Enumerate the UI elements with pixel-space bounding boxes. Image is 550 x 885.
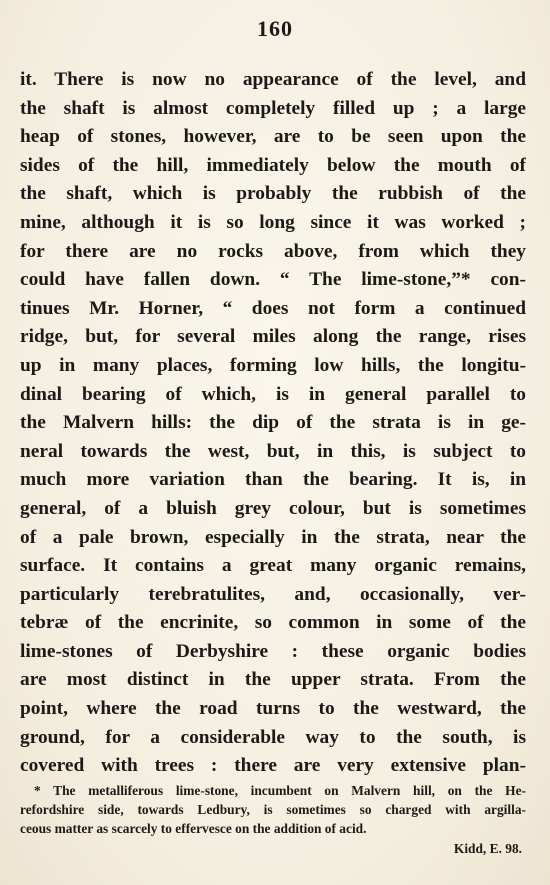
text-line: for there are no rocks above, from which they (20, 240, 526, 262)
text-line: heap of stones, however, are to be seen upon the (20, 126, 526, 148)
footnote-line: ceous matter as scarcely to effervesce on the addition of acid. (20, 821, 367, 837)
text-line: ground, for a considerable way to the south, is (20, 726, 526, 748)
text-line: covered with trees : there are very extensive plan- (20, 755, 526, 777)
text-line: are most distinct in the upper strata. From the (20, 669, 526, 691)
footnote-line: * The metalliferous lime-stone, incumbent on Malvern hill, on the He- (34, 783, 526, 798)
text-line: mine, although it is so long since it was worked ; (20, 211, 526, 233)
text-line: it. There is now no appearance of the level, and (20, 69, 526, 90)
footnote (20, 781, 526, 858)
text-line: dinal bearing of which, is in general parallel to (20, 383, 526, 405)
body-text (20, 66, 526, 781)
text-line: the Malvern hills: the dip of the strata is in ge- (20, 412, 526, 434)
text-line: the shaft is almost completely filled up ; a large (20, 97, 526, 119)
text-line: point, where the road turns to the westward, the (20, 698, 526, 720)
footnote-signature: Kidd, E. 98. (453, 840, 522, 856)
text-line: up in many places, forming low hills, the longitu- (20, 354, 526, 376)
text-line: particularly terebratulites, and, occasionally, ver- (20, 583, 526, 605)
text-line: could have fallen down. “ The lime-stone,”* con- (20, 269, 526, 291)
text-line: lime-stones of Derbyshire : these organic bodies (20, 640, 526, 662)
text-line: much more variation than the bearing. It is, in (20, 469, 526, 491)
text-line: of a pale brown, especially in the strata, near the (20, 526, 526, 548)
text-line: sides of the hill, immediately below the mouth of (20, 154, 526, 176)
text-line: ridge, but, for several miles along the range, rises (20, 326, 526, 348)
text-line: general, of a bluish grey colour, but is sometimes (20, 497, 526, 519)
text-line: the shaft, which is probably the rubbish of the (20, 183, 526, 205)
text-line: neral towards the west, but, in this, is subject to (20, 440, 526, 462)
text-line: tebræ of the encrinite, so common in some of the (20, 612, 526, 634)
text-line: tinues Mr. Horner, “ does not form a continued (20, 297, 526, 319)
page-number: 160 (257, 16, 293, 41)
footnote-line: refordshire side, towards Ledbury, is sometimes so charged with argilla- (20, 802, 526, 818)
text-line: surface. It contains a great many organic remains, (20, 555, 526, 577)
